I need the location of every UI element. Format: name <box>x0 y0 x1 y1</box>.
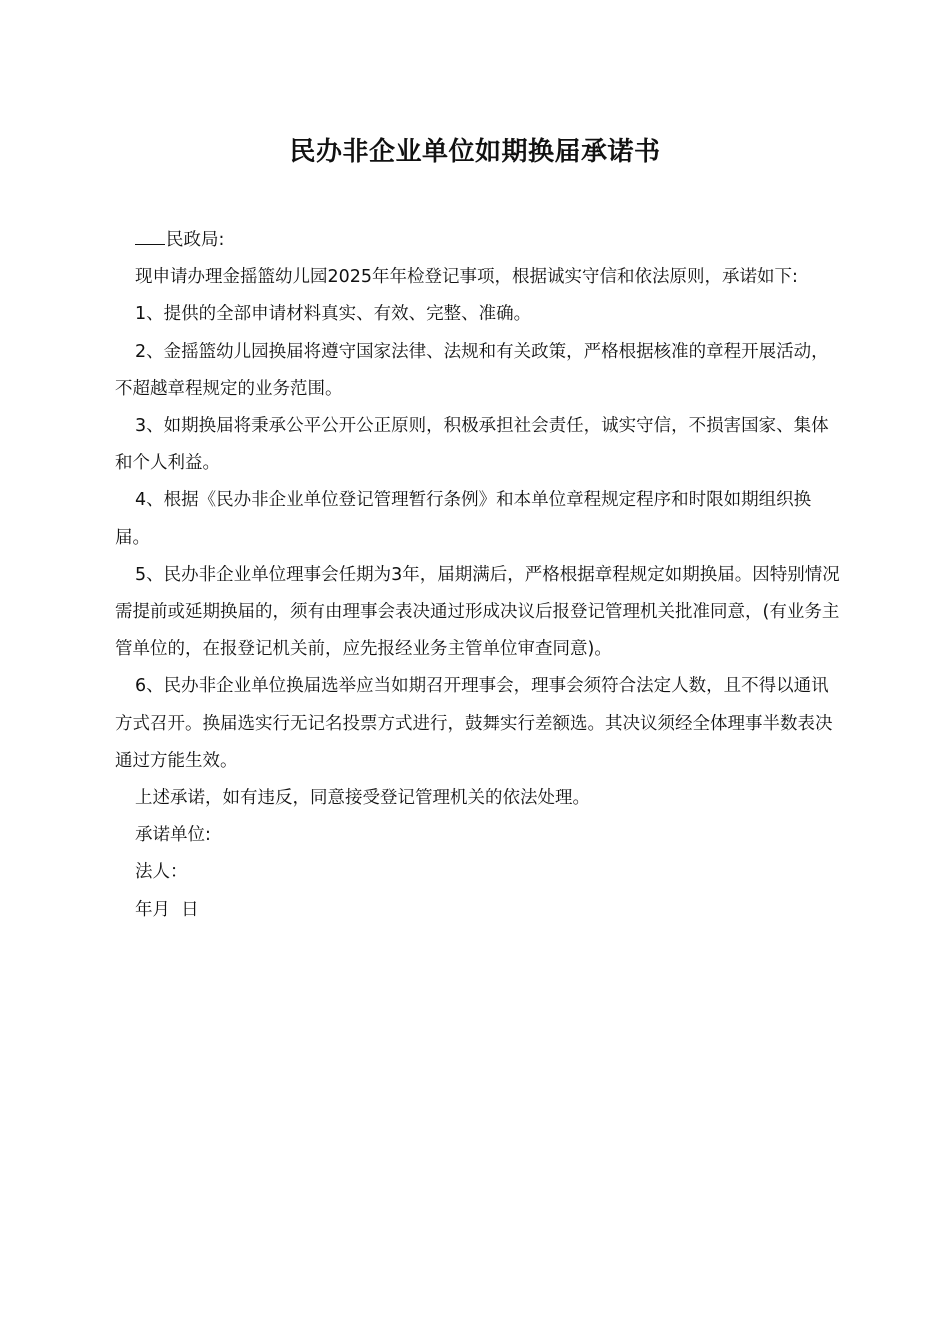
commitment-item-1: 1、提供的全部申请材料真实、有效、完整、准确。 <box>135 304 532 325</box>
signer-unit-label: 承诺单位: <box>135 825 211 846</box>
recipient-blank <box>135 222 165 245</box>
document-title: 民办非企业单位如期换届承诺书 <box>289 137 661 167</box>
legal-person-label: 法人： <box>135 862 188 883</box>
commitment-item-5: 5、民办非企业单位理事会任期为3年，届期满后，严格根据章程规定如期换届。因特别情况需提前或延期换届的，须有由理事会表决通过形成决议后报登记管理机关批准同意，(有业务主管单位的，在报登记机关前，应先报经业务主管单位审查同意)。 <box>115 564 840 660</box>
commitment-item-6: 6、民办非企业单位换届选举应当如期召开理事会，理事会须符合法定人数，且不得以通讯方式召开。换届选实行无记名投票方式进行，鼓舞实行差额选。其决议须经全体理事半数表决通过方能生效。 <box>115 676 833 771</box>
recipient-text: 民政局: <box>166 230 225 250</box>
document-body <box>115 222 845 929</box>
commitment-item-2: 2、金摇篮幼儿园换届将遵守国家法律、法规和有关政策，严格根据核准的章程开展活动，不超越章程规定的业务范围。 <box>115 341 829 399</box>
commitment-item-3: 3、如期换届将秉承公平公开公正原则，积极承担社会责任，诚实守信，不损害国家、集体和个人利益。 <box>115 416 829 474</box>
date-label: 年月 日 <box>135 899 199 920</box>
closing-statement: 上述承诺，如有违反，同意接受登记管理机关的依法处理。 <box>135 788 590 809</box>
commitment-item-4: 4、根据《民办非企业单位登记管理暂行条例》和本单位章程规定程序和时限如期组织换届。 <box>115 490 812 548</box>
intro-paragraph: 现申请办理金摇篮幼儿园2025年年检登记事项，根据诚实守信和依法原则，承诺如下: <box>135 267 798 288</box>
recipient-line <box>115 222 845 259</box>
